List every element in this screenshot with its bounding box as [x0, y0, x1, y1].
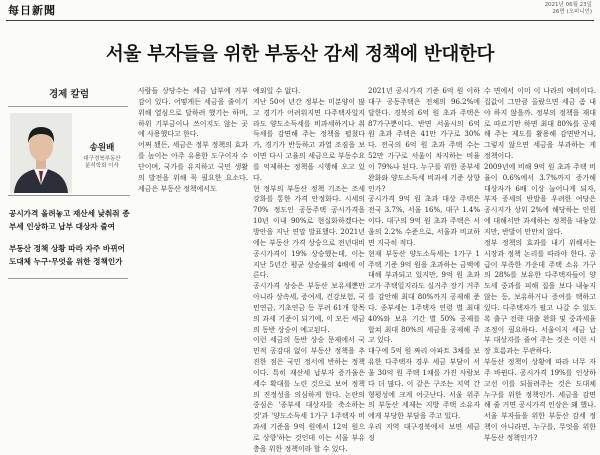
paragraph: 현재 부동산 양도소득세는 1가구 1주택 기준 9억 원을 초과하는 금액에 대해 부과되고 있지만, 9억 원 초과 고가 주택일지라도 실거주 장기 거주를 감안해 최대 80%까지 공제해 준다. 종부세는 1주택자 연령 별 최대 40%와 보유 기간 별 50% 공제를 합쳐 최대 80%의 세금을 공제해 주고 있다.: [368, 249, 480, 345]
section-label: 경제 칼럼: [48, 89, 89, 100]
article-column-4: [484, 86, 596, 442]
author-title-2: 분석학회 이사: [85, 163, 119, 169]
left-sidebar: [8, 86, 130, 279]
paragraph: 우리 지역 대구경북에서 보면 세금 징: [368, 423, 480, 442]
author-name: 송원배: [89, 143, 115, 153]
author-info: [74, 141, 130, 170]
article-column-2: [253, 86, 365, 453]
byline-box: [8, 107, 130, 196]
paragraph: 2009년에 비해 9억 원 초과 주택 비율이 0.6%에서 3.7%까지 증가해 대상자가 6배 이상 늘어나게 되자, 부자 증세의 반발을 우려한 여당은 공시지가 상위 2%에 해당하는 인원에 대해서만 과세하는 정책을 내놓았지만, 반발이 만만치 않다.: [484, 162, 596, 236]
paragraph: 수 면에서 이미 이 나라의 예비이다. 집값이 그만큼 올랐으면 세금 좀 내야 하지 않을까. 정부의 정책을 재대로 따르기만 하면 최대 80%를 공제해 주는 제도를 활용해 감면받거나, 그렇지 않으면 세금을 부과하는 게 정책이다.: [484, 87, 596, 161]
pull-quote-rule: [8, 278, 128, 279]
paragraph: 사람들 상당수는 세금 납부에 거부감이 있다. 어떻게든 세금을 줄이기 위해 열심으로 달하려 했기는 하며, 하위 기부금이나 쓰이지도 않는 곳에 사용했다고 한다.: [138, 87, 248, 139]
paragraph: 현 정부의 부동산 정책 기조는 조세 강화를 통한 가격 안정화다. 시세의 70% 정도인 공동주택 공시가격을 10년 이내 90%로 현실화하겠다는 방안을 지난 연말 발표했다. 2021년에는 부동산 가격 상승으로 전년대비 공시가격이 19% 상승했는데, 이는 지난 5년간 평균 상승률의 4배에 이른다.: [253, 184, 365, 280]
dateline: [545, 2, 592, 16]
paragraph: 공시가격 상승은 부동산 보유세뿐만 아니라 상속세, 증여세, 건강보험, 국민연금, 기초연금 등 무려 61개 항목의 과세 기준이 되기에, 이 모든 세금의 동반 상승이 예고된다.: [253, 282, 365, 334]
masthead-rule: [6, 20, 594, 21]
date-line-1: 2021년 06월 23일: [544, 2, 592, 8]
paragraph: 대구에 5억 원 짜리 아파트 3채를 보유한 다주택자 경우 세금 부담이 서울 30억 원 주택 1채를 가진 사람보다 더 많다. 이 같은 구조는 지역 간 형평성에 크게 어긋난다. 서울 위주의 부동산 세제는 지방 주택 소유자에게 부당한 부담을 주고 있다.: [368, 347, 480, 421]
date-line-2: 26면 (오피니언): [552, 9, 592, 15]
author-title-1: 대구경북부동산: [83, 156, 121, 162]
pull-quotes: [8, 208, 130, 268]
pull-quote: 공시가격 올려놓고 재산세 낮춰줘 종부세 인상하고 납부 대상자 줄여: [9, 209, 130, 231]
paragraph: 예외일 수 없다.: [253, 87, 301, 95]
masthead: 每日新聞: [8, 4, 56, 17]
paragraph: 이런 세금의 동반 상승 문제에서 국민적 공감대 없이 부동산 정책을 추진한 점은 국민 정서에 반하는 정책이다. 특히 재산세 납부자 증가율은 세수 확대를 노린 것으로 보여 정책의 진정성을 의심하게 한다. 논란의 중심은 '종부세 대상자를 축소하는 것'과 '양도소득세 1가구 1주택자 비과세 기준을 9억 원에서 12억 원으로 상향'하는 것인데 이는 서울 부유층을 위한 정책이라 할 수 있다.: [253, 336, 365, 453]
pull-quote: 부동산 정책 상황 따라 자주 바뀌어 도대체 누구·무엇을 위한 정책인가: [9, 244, 125, 266]
paragraph: 지난 50여 년간 정부는 미분양이 많고 경기가 어려워지면 다주택자일지라도 양도소득세를 비과세하거나 취득세를 감면해 주는 정책을 펼쳤다가, 경기가 반등하고 과열 조짐을 보이면 다시 고율의 세금으로 부동수요를 억제하는 정책을 시행해 오고 있다.: [253, 97, 365, 182]
article-column-1: [138, 86, 248, 418]
article-column-3: [368, 86, 480, 442]
paragraph: 정부 정책의 효과를 내기 위해서는 시장과 정책 논리를 따라야 한다. 공급이 부족한 가운데 주택 소유 가구의 28%를 보유한 다주택자들이 양도세 중과를 피해 집을 보다 내놓지 않는 등, 보유하거나 증여를 택하고 있다. 다주택자가 팔고 나갈 수 있도록 출구 전략 대출 완화 및 중과세율 조정이 필요하다. 서울이지 세금 납부 대상자를 줄여 주는 것은 이런 시장 흐름과는 무관하다.: [484, 238, 596, 356]
headline: 서울 부자들을 위한 부동산 감세 정책에 반대한다: [105, 44, 495, 65]
paragraph: 어쩌 됐든, 세금은 정부 정책의 효과를 높이는 아주 유용한 도구이자 수단이며, 국가를 유지하고 국민 생활의 발전을 위해 꼭 필요한 요소다. 세금은 부동산 정책에서도: [138, 141, 248, 193]
author-photo: [10, 113, 72, 193]
paragraph: 부동산 정책이 상황에 따라 너무 자주 바뀐다. 공시가격 19%를 인상하고선 이를 되돌려주는 것은 도대체 누구를 위한 정책인가. 세금을 감면해 줄 거면 공시가격 인상은 왜 했나. 서울 부자들을 위한 부동산 감세 정책이 아니라면, 누구를, 무엇을 위한 부동산 정책인가?: [484, 358, 596, 442]
paragraph: 2021년 공시가격 기준 6억 원 이하 대구 공동주택은 전체의 96.2%에 달한다. 경북의 6억 원 초과 주택은 87가구뿐이다. 반면 서울시의 6억 원 초과 주택은 41만 가구로 30%다. 전국의 6억 원 초과 주택 수는 52만 가구로 서울이 차지하는 비율이 79%나 된다. 누구를 위한 종부세 완화와 양도소득세 비과세 기준 상향인가?: [368, 87, 480, 193]
paragraph: 공시가격 9억 원 초과 대상 주택은 전국 3.7%, 서울 16%, 대구 1.4%이다. 대구의 9억 원 초과 주택은 서울의 2.2% 수준으로, 서울과 비교하면 지극히 적다.: [368, 195, 480, 247]
